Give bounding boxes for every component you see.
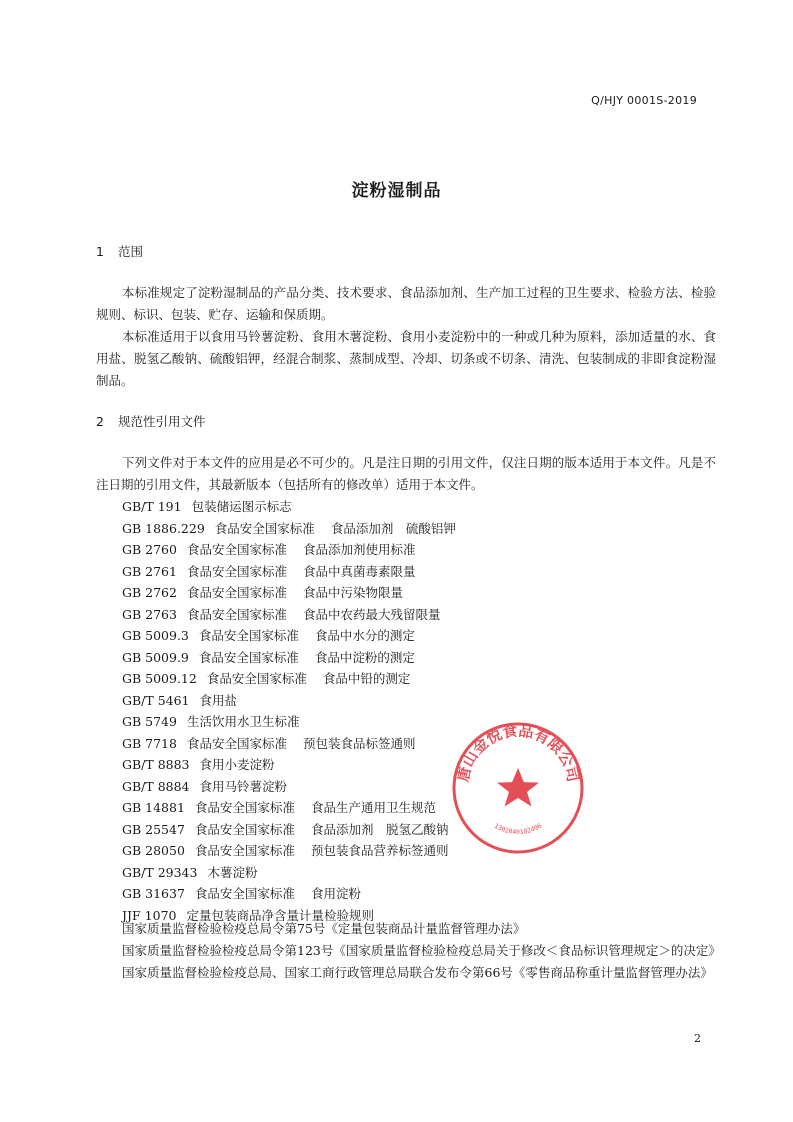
reference-item [122,862,722,884]
reference-subtitle: 食品中真菌毒素限量 [302,563,416,579]
reference-code: GB 2760 [122,542,177,557]
section-2-paragraph-1: 下列文件对于本文件的应用是必不可少的。凡是注日期的引用文件，仅注日期的版本适用于本文件。凡是不注日期的引用文件，其最新版本（包括所有的修改单）适用于本文件。 [96,455,716,492]
reference-code: GB/T 8884 [122,778,190,794]
reference-subtitle: 食品生产通用卫生规范 [310,800,436,815]
reference-item [122,711,722,733]
document-title: 淀粉湿制品 [351,181,442,201]
section-title: 规范性引用文件 [118,414,206,429]
reference-title: 食品安全国家标准 [198,628,299,643]
reference-item [122,668,722,690]
reference-item [122,539,722,561]
reference-item [122,625,722,647]
section-1-heading [96,242,143,260]
reference-code: GB 5749 [122,714,177,729]
reference-code: GB 7718 [122,735,177,751]
svg-text:1302040102496: 1302040102496 [492,821,544,837]
reference-subtitle: 食品中铅的测定 [322,671,411,686]
reference-title: 食品安全国家标准 [198,649,299,665]
reference-code: GB 2762 [122,585,177,600]
reference-subtitle: 食品添加剂 脱氢乙酸钠 [310,821,449,837]
reference-subtitle: 食品中水分的测定 [314,628,415,643]
reference-title: 定量包装商品净含量计量检验规则 [186,907,374,923]
reference-subtitle: 食品中污染物限量 [302,585,403,600]
section-1-paragraph-2: 本标准适用于以食用马铃薯淀粉、食用木薯淀粉、食用小麦淀粉中的一种或几种为原料，添加适量的水、食用盐、脱氢乙酸钠、硫酸铝钾，经混合制浆、蒸制成型、冷却、切条或不切条、清洗、包装制成的非即食淀粉湿制品。 [96,329,716,388]
reference-code: GB 1886.229 [122,520,205,536]
reference-subtitle: 食品添加剂使用标准 [302,542,416,557]
reference-item [122,604,722,626]
reference-code: JJF 1070 [122,907,177,923]
reference-item [122,561,722,583]
reference-item [122,496,722,518]
reference-title: 食用马铃薯淀粉 [199,778,288,794]
page-number: 2 [694,1032,701,1045]
reference-title: 食用小麦淀粉 [199,757,275,772]
reference-item [122,733,722,755]
reference-subtitle: 食品添加剂 硫酸铝钾 [330,520,456,536]
reference-code: GB 14881 [122,800,185,815]
section-1-paragraph-1: 本标准规定了淀粉湿制品的产品分类、技术要求、食品添加剂、生产加工过程的卫生要求、检验方法、检验规则、标识、包装、贮存、运输和保质期。 [96,285,716,322]
reference-code: GB 31637 [122,886,185,901]
regulation-item: 国家质量监督检验检疫总局、国家工商行政管理总局联合发布令第66号《零售商品称重计量监督管理办法》 [122,965,713,980]
reference-code: GB 5009.3 [122,628,189,643]
reference-subtitle: 预包装食品标签通则 [302,735,416,751]
reference-subtitle: 预包装食品营养标签通则 [310,843,449,858]
section-2-heading [96,412,206,430]
reference-title: 食品安全国家标准 [186,542,287,557]
reference-code: GB 25547 [122,821,185,837]
reference-code: GB 2761 [122,563,177,579]
svg-text:唐山金悦食品有限公司: 唐山金悦食品有限公司 [453,721,583,784]
reference-title: 食品安全国家标准 [194,886,295,901]
reference-title: 食品安全国家标准 [206,671,307,686]
reference-item [122,883,722,905]
reference-title: 生活饮用水卫生标准 [186,714,300,729]
reference-item [122,776,722,798]
reference-title: 食品安全国家标准 [194,800,295,815]
reference-subtitle: 食品中淀粉的测定 [314,649,415,665]
reference-code: GB/T 29343 [122,864,198,880]
document-code: Q/HJY 0001S-2019 [591,94,697,107]
reference-item [122,690,722,712]
reference-title: 食品安全国家标准 [186,585,287,600]
reference-item [122,840,722,862]
reference-item [122,797,722,819]
reference-title: 食品安全国家标准 [214,520,315,536]
reference-code: GB/T 8883 [122,757,190,772]
reference-title: 食品安全国家标准 [194,821,295,837]
reference-title: 包装储运图示标志 [191,499,292,514]
reference-code: GB 5009.12 [122,671,197,686]
reference-list [122,496,722,926]
reference-subtitle: 食用淀粉 [310,886,361,901]
reference-title: 食品安全国家标准 [194,843,295,858]
reference-code: GB 2763 [122,606,177,622]
reference-title: 食品安全国家标准 [186,735,287,751]
reference-subtitle: 食品中农药最大残留限量 [302,606,441,622]
section-number: 2 [96,414,104,429]
reference-item [122,819,722,841]
section-title: 范围 [118,244,144,259]
reference-title: 食品安全国家标准 [186,606,287,622]
reference-title: 食品安全国家标准 [186,563,287,579]
reference-item [122,647,722,669]
reference-code: GB 5009.9 [122,649,189,665]
section-number: 1 [96,244,104,259]
reference-title: 食用盐 [199,692,238,708]
reference-code: GB/T 5461 [122,692,190,708]
regulation-item: 国家质量监督检验检疫总局令第123号《国家质量监督检验检疫总局关于修改＜食品标识管理规定＞的决定》 [122,943,721,958]
regulation-item: 国家质量监督检验检疫总局令第75号《定量包装商品计量监督管理办法》 [122,921,526,936]
reference-title: 木薯淀粉 [207,864,258,880]
reference-item [122,754,722,776]
company-seal-stamp [448,718,588,858]
reference-code: GB 28050 [122,843,185,858]
reference-item [122,582,722,604]
regulation-list [96,918,721,984]
reference-code: GB/T 191 [122,499,182,514]
reference-item [122,518,722,540]
